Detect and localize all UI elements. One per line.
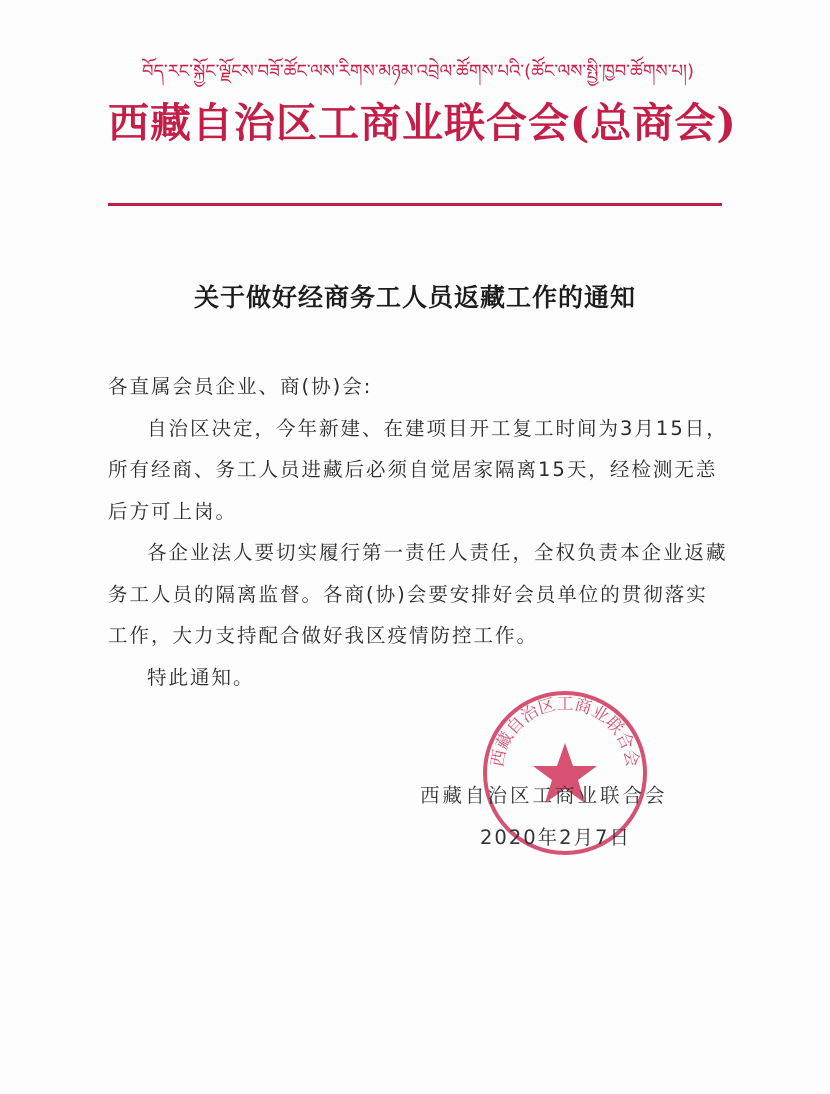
letterhead-divider	[108, 203, 722, 206]
salutation: 各直属会员企业、商(协)会:	[108, 375, 373, 398]
signature-organization: 西藏自治区工商业联合会	[420, 784, 668, 807]
letterhead-tibetan-name: བོད་རང་སྐྱོང་ལྗོངས་བཟོ་ཚོང་ལས་རིགས་མཉམ་འབྲེལ་ཚོགས་པའི་(ཚོང་ལས་སྤྱི་ཁྱབ་ཚོགས་པ།)	[141, 61, 695, 82]
paragraph: 特此通知。	[147, 665, 255, 689]
paragraph: 自治区决定，今年新建、在建项目开工复工时间为3月15日，所有经商、务工人员进藏后必须自觉居家隔离15天，经检测无恙后方可上岗。	[108, 416, 728, 523]
notice-title: 关于做好经商务工人员返藏工作的通知	[193, 283, 636, 312]
seal-text: 西藏自治区工商业联合会	[487, 694, 643, 769]
paragraph: 各企业法人要切实履行第一责任人责任，全权负责本企业返藏务工人员的隔离监督。各商(协)会要安排好会员单位的贯彻落实工作，大力支持配合做好我区疫情防控工作。	[108, 541, 728, 647]
letterhead-organization-name: 西藏自治区工商业联合会(总商会)	[108, 99, 737, 147]
notice-date: 2020年2月7日	[480, 826, 631, 849]
notice-body	[108, 366, 728, 698]
